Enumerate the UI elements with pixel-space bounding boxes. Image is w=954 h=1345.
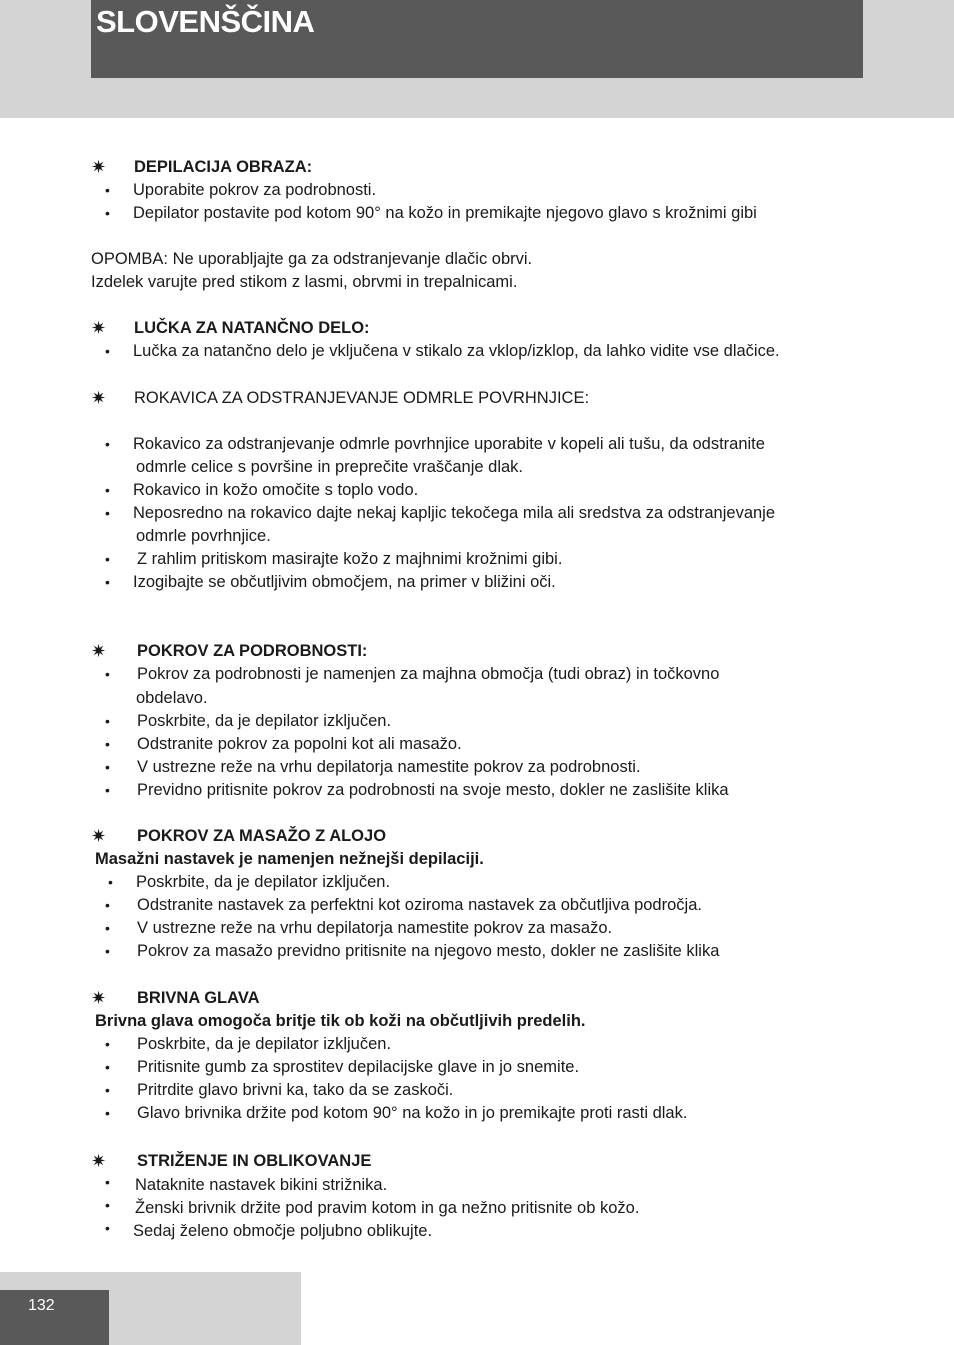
bullet-icon: • (105, 482, 110, 498)
bullet-icon: • (105, 205, 110, 221)
bullet-icon: • (105, 505, 110, 521)
sun-star-icon: ✷ (91, 318, 107, 338)
bullet-icon: • (105, 1197, 110, 1213)
bullet-icon: • (105, 1082, 110, 1098)
list-item: Pritrdite glavo brivni ka, tako da se zaskoči. (137, 1081, 454, 1099)
section-heading: ROKAVICA ZA ODSTRANJEVANJE ODMRLE POVRHNJICE: (134, 389, 590, 407)
bullet-icon: • (105, 666, 110, 682)
bullet-icon: • (105, 182, 110, 198)
section-intro: Masažni nastavek je namenjen nežnejši depilaciji. (95, 850, 484, 868)
list-item-continuation: obdelavo. (136, 689, 208, 707)
list-item: Rokavico za odstranjevanje odmrle povrhnjice uporabite v kopeli ali tušu, da odstranite (133, 435, 765, 453)
list-item: Neposredno na rokavico dajte nekaj kapljic tekočega mila ali sredstva za odstranjevanje (133, 504, 776, 522)
sun-star-icon: ✷ (91, 988, 107, 1008)
list-item: Pokrov za masažo previdno pritisnite na njegovo mesto, dokler ne zaslišite klika (137, 942, 720, 960)
bullet-icon: • (105, 943, 110, 959)
bullet-icon: • (105, 782, 110, 798)
bullet-icon: • (105, 736, 110, 752)
bullet-icon: • (105, 1174, 110, 1190)
sun-star-icon: ✷ (91, 157, 107, 177)
list-item: Uporabite pokrov za podrobnosti. (133, 181, 377, 199)
list-item: Previdno pritisnite pokrov za podrobnosti na svoje mesto, dokler ne zaslišite klika (137, 781, 729, 799)
section-heading: DEPILACIJA OBRAZA: (134, 158, 313, 176)
sun-star-icon: ✷ (91, 826, 107, 846)
bullet-icon: • (105, 551, 110, 567)
section-heading: LUČKA ZA NATANČNO DELO: (134, 319, 370, 337)
list-item: Poskrbite, da je depilator izključen. (137, 1035, 392, 1053)
bullet-icon: • (105, 1036, 110, 1052)
section-heading: STRIŽENJE IN OBLIKOVANJE (137, 1152, 372, 1170)
list-item: Poskrbite, da je depilator izključen. (136, 873, 391, 891)
section-heading: POKROV ZA PODROBNOSTI: (137, 642, 368, 660)
list-item: Odstranite pokrov za popolni kot ali masažo. (137, 735, 462, 753)
list-item: Izogibajte se občutljivim območjem, na primer v bližini oči. (133, 573, 556, 591)
list-item-continuation: odmrle povrhnjice. (136, 527, 271, 545)
page-title: SLOVENŠČINA (96, 4, 315, 39)
list-item: Pokrov za podrobnosti je namenjen za majhna območja (tudi obraz) in točkovno (137, 665, 720, 683)
list-item: Rokavico in kožo omočite s toplo vodo. (133, 481, 419, 499)
list-item: Odstranite nastavek za perfektni kot oziroma nastavek za občutljiva področja. (137, 896, 702, 914)
list-item: V ustrezne reže na vrhu depilatorja namestite pokrov za podrobnosti. (137, 758, 641, 776)
note-text: OPOMBA: Ne uporabljajte ga za odstranjevanje dlačic obrvi. (91, 250, 533, 268)
list-item: Nataknite nastavek bikini strižnika. (135, 1176, 388, 1194)
list-item: Pritisnite gumb za sprostitev depilacijske glave in jo snemite. (137, 1058, 580, 1076)
bullet-icon: • (105, 1059, 110, 1075)
bullet-icon: • (105, 920, 110, 936)
list-item: V ustrezne reže na vrhu depilatorja namestite pokrov za masažo. (137, 919, 613, 937)
note-text: Izdelek varujte pred stikom z lasmi, obrvmi in trepalnicami. (91, 273, 518, 291)
list-item: Poskrbite, da je depilator izključen. (137, 712, 392, 730)
bullet-icon: • (105, 1105, 110, 1121)
sun-star-icon: ✷ (91, 388, 107, 408)
section-intro: Brivna glava omogoča britje tik ob koži na občutljivih predelih. (95, 1012, 586, 1030)
bullet-icon: • (108, 874, 113, 890)
section-heading: POKROV ZA MASAŽO Z ALOJO (137, 827, 387, 845)
bullet-icon: • (105, 343, 110, 359)
bullet-icon: • (105, 897, 110, 913)
list-item: Depilator postavite pod kotom 90° na kožo in premikajte njegovo glavo s krožnimi gibi (133, 204, 757, 222)
page-number: 132 (28, 1297, 55, 1314)
bullet-icon: • (105, 713, 110, 729)
list-item: Z rahlim pritiskom masirajte kožo z majhnimi krožnimi gibi. (137, 550, 563, 568)
bullet-icon: • (105, 436, 110, 452)
list-item: Lučka za natančno delo je vključena v stikalo za vklop/izklop, da lahko vidite vse dlačice. (133, 342, 780, 360)
list-item-continuation: odmrle celice s površine in preprečite vraščanje dlak. (136, 458, 524, 476)
bullet-icon: • (105, 1220, 110, 1236)
sun-star-icon: ✷ (91, 1151, 107, 1171)
sun-star-icon: ✷ (91, 641, 107, 661)
list-item: Sedaj želeno območje poljubno oblikujte. (133, 1222, 433, 1240)
bullet-icon: • (105, 759, 110, 775)
list-item: Glavo brivnika držite pod kotom 90° na kožo in jo premikajte proti rasti dlak. (137, 1104, 688, 1122)
section-heading: BRIVNA GLAVA (137, 989, 260, 1007)
bullet-icon: • (105, 574, 110, 590)
list-item: Ženski brivnik držite pod pravim kotom in ga nežno pritisnite ob kožo. (135, 1199, 640, 1217)
